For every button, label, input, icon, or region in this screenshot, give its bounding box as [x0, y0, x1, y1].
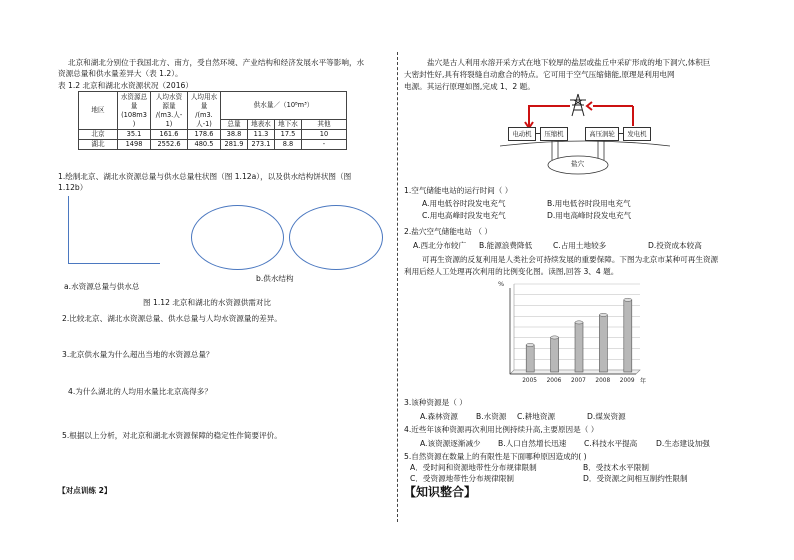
q4-option-a: A.该资源逐渐减少 — [420, 439, 481, 448]
compressor-box: 压缩机 — [540, 127, 568, 141]
x-tick-label: 2005 — [522, 378, 537, 384]
blank-pie-chart-beijing — [191, 205, 284, 270]
label-b: b.供水结构 — [256, 274, 294, 283]
q4-option-d: D.生态建设加强 — [656, 439, 710, 448]
q5-option-b: B．受技术水平限制 — [583, 463, 649, 472]
sub-header: 总量 — [221, 120, 248, 130]
q3-option-d: D.煤炭资源 — [587, 412, 626, 421]
question-2: 2.比较北京、湖北水资源总量、供水总量与人均水资源量的差异。 — [62, 314, 282, 323]
x-axis-line — [68, 263, 160, 264]
header-total: 水资源总 量 (108m3 ) — [118, 92, 151, 130]
x-tick-label: 2009 — [619, 378, 635, 384]
header-per-capita: 人均水资 源量 /(m3.人- 1) — [151, 92, 188, 130]
generator-box: 发电机 — [623, 127, 651, 141]
bar-cap — [575, 321, 583, 324]
q3-option-a: A.森林资源 — [420, 412, 458, 421]
q2-option-d: D.投资成本较高 — [648, 241, 702, 250]
q1-option-d: D.用电高峰时段发电充气 — [547, 211, 632, 220]
resource-paragraph-line-1: 可再生资源的反复利用是人类社会可持续发展的重要保障。下图为北京市某种可再生资源 — [422, 255, 719, 264]
table-caption: 表 1.2 北京和湖北水资源状况（2016） — [58, 81, 193, 90]
bar — [624, 300, 632, 372]
label-a: a.水资源总量与供水总 — [64, 282, 140, 291]
header-water-use: 人均用水 量 /(m3. 人-1) — [188, 92, 221, 130]
bar — [599, 315, 607, 372]
q5-option-a: A．受时间和资源地带性分布规律限制 — [410, 463, 537, 472]
bar — [575, 322, 583, 372]
sub-header: 地表水 — [248, 120, 275, 130]
q3-option-b: B.水资源 — [476, 412, 507, 421]
arrow-icon — [515, 98, 655, 130]
practice-footer: 【对点训练 2】 — [58, 486, 112, 495]
table-row: 北京 35.1 161.6 178.6 38.8 11.3 17.5 10 — [79, 130, 347, 140]
q5-option-d: D．受资源之间相互制约性限制 — [583, 474, 688, 483]
q3-option-c: C.耕地资源 — [517, 412, 556, 421]
x-tick-label: 2007 — [571, 378, 586, 384]
x-tick-label: 2006 — [546, 378, 562, 384]
resource-paragraph-line-2: 利用后经人工处理再次利用的比例变化图。读图,回答 3、4 题。 — [404, 267, 619, 276]
bar — [526, 345, 534, 372]
water-resource-table — [78, 91, 347, 150]
x-axis-label: 年 — [640, 378, 647, 385]
intro-line-1: 北京和湖北分别位于我国北方、南方，受自然环境、产业结构和经济发展水平等影响，水 — [68, 58, 365, 67]
motor-box: 电动机 — [508, 127, 536, 141]
blank-pie-chart-hubei — [289, 205, 383, 270]
x-tick-label: 2008 — [595, 378, 611, 384]
q1-option-b: B.用电低谷时段用电充气 — [547, 199, 631, 208]
right-intro-line-3: 电源。其运行原理如图,完成 1、2 题。 — [404, 82, 535, 91]
bar — [551, 337, 559, 372]
right-question-1: 1.空气储能电站的运行时间（ ） — [404, 186, 513, 195]
bar-cap — [551, 336, 559, 339]
turbine-box: 高压涡轮 — [585, 127, 619, 141]
right-intro-line-2: 大密封性好,具有将裂缝自动愈合的特点。它可用于空气压缩储能,原理是利用电网 — [404, 70, 675, 79]
question-5: 5.根据以上分析，对北京和湖北水资源保障的稳定性作简要评价。 — [62, 431, 282, 440]
right-question-3: 3.该种资源是（ ） — [404, 398, 467, 407]
bar-cap — [526, 343, 534, 346]
y-axis-label: % — [498, 280, 505, 288]
bar-cap — [624, 298, 632, 301]
right-question-2: 2.盐穴空气储能电站 （ ） — [404, 227, 493, 236]
q5-option-c: C．受资源地带性分布规律限制 — [410, 474, 515, 483]
reuse-ratio-bar-chart — [494, 280, 656, 390]
q1-option-a: A.用电低谷时段发电充气 — [422, 199, 506, 208]
q4-option-c: C.科技水平提高 — [584, 439, 638, 448]
question-1-line-2: 1.12b） — [58, 183, 88, 192]
q1-option-c: C.用电高峰时段发电充气 — [422, 211, 506, 220]
sub-header: 地下水 — [275, 120, 302, 130]
question-4: 4.为什么湖北的人均用水量比北京高得多？ — [68, 387, 212, 396]
question-1-line-1: 1.绘制北京、湖北水资源总量与供水总量柱状图（图 1.12a），以及供水结构饼状图（图 — [58, 172, 352, 181]
right-intro-line-1: 盐穴是古人利用水溶开采方式在地下较厚的盐层或盐丘中采矿形成的地下洞穴,体积巨 — [427, 58, 711, 67]
q2-option-a: A.西北分布较广 — [413, 241, 467, 250]
sub-header: 其他 — [302, 120, 347, 130]
q2-option-b: B.能源浪费降低 — [479, 241, 533, 250]
y-axis-line — [68, 196, 69, 264]
intro-line-2: 资源总量和供水量差异大（表 1.2）。 — [58, 69, 183, 78]
page-divider — [397, 52, 398, 522]
header-region: 地区 — [79, 92, 118, 130]
header-supply: 供水量／（10⁸m³） — [221, 92, 347, 120]
q2-option-c: C.占用土地较多 — [553, 241, 607, 250]
q4-option-b: B.人口自然增长迅速 — [498, 439, 567, 448]
salt-cave-label: 盐穴 — [571, 160, 585, 168]
question-3: 3.北京供水量为什么超出当地的水资源总量？ — [62, 350, 214, 359]
figure-caption: 图 1.12 北京和湖北的水资源供需对比 — [143, 298, 272, 307]
bar-cap — [599, 313, 607, 316]
knowledge-section-title: 【知识整合】 — [404, 485, 477, 499]
table-row: 湖北 1498 2552.6 480.5 281.9 273.1 8.8 - — [79, 140, 347, 150]
right-question-5: 5.自然资源在数量上的有限性是下面哪种原因造成的( ) — [404, 452, 587, 461]
right-question-4: 4.近些年该种资源再次利用比例持续升高,主要原因是（ ） — [404, 425, 599, 434]
ground-and-pipes — [500, 138, 670, 176]
